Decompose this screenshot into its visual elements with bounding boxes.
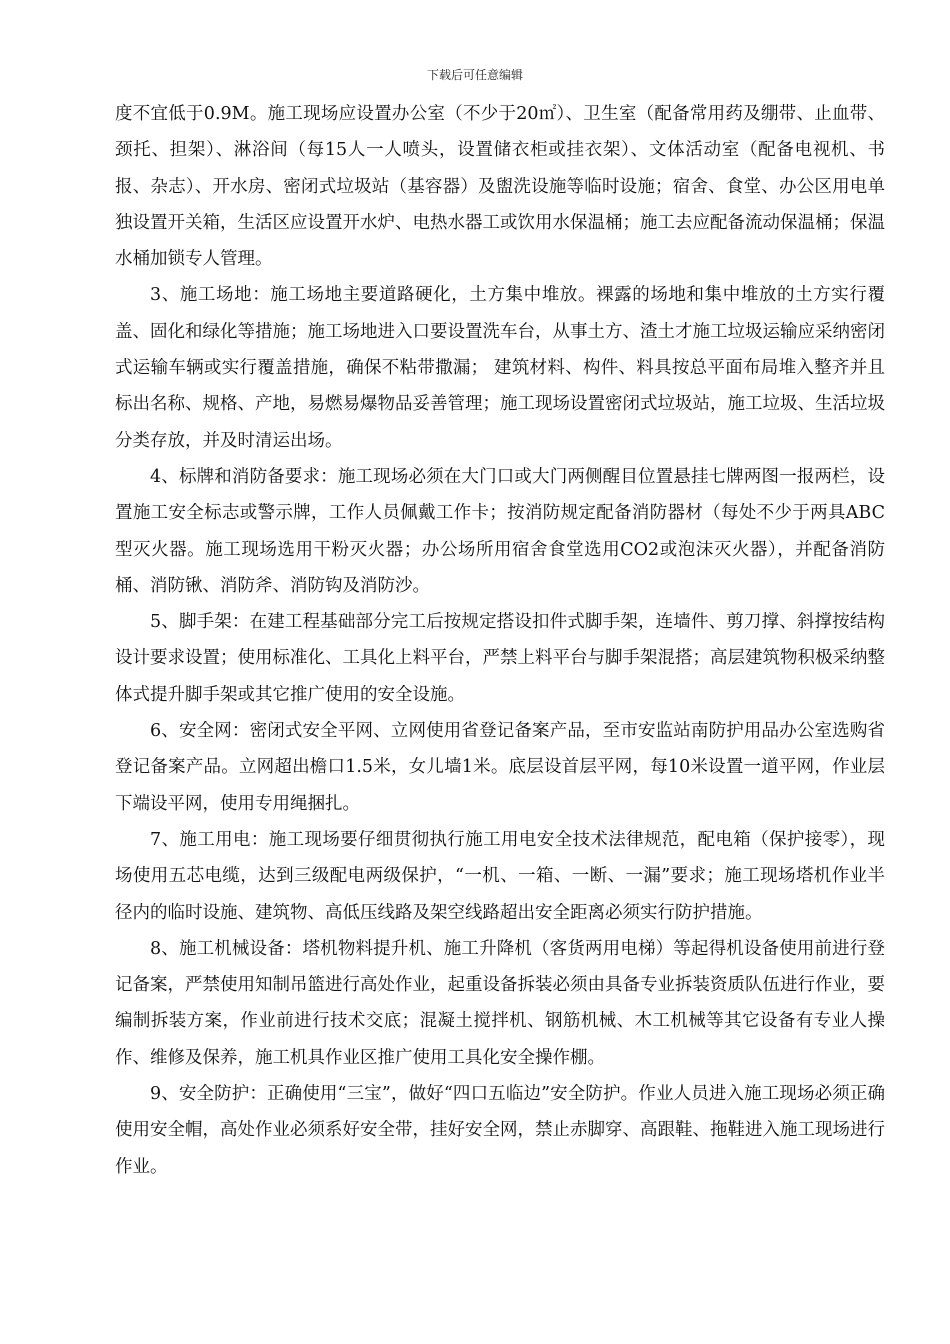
paragraph-scaffolding: 5、脚手架：在建工程基础部分完工后按规定搭设扣件式脚手架，连墙件、剪刀撑、斜撑按结构设计要求设置；使用标准化、工具化上料平台，严禁上料平台与脚手架混搭；高层建筑物积极采纳整体式提升脚手架或其它推广使用的安全设施。 <box>115 612 885 705</box>
page-header: 下载后可任意编辑 <box>426 68 523 82</box>
paragraph-electricity: 7、施工用电：施工现场要仔细贯彻执行施工用电安全技术法律规范，配电箱（保护接零），现场使用五芯电缆，达到三级配电两级保护，“一机、一箱、一断、一漏”要求；施工现场塔机作业半径内的临时设施、建筑物、高低压线路及架空线路超出安全距离必须实行防护措施。 <box>115 829 885 923</box>
paragraph-construction-site: 3、施工场地：施工场地主要道路硬化，土方集中堆放。裸露的场地和集中堆放的土方实行覆盖、固化和绿化等措施；施工场地进入口要设置洗车台，从事土方、渣土才施工垃圾运输应采纳密闭式运输车辆或实行覆盖措施，确保不粘带撒漏； 建筑材料、构件、料具按总平面布局堆入整齐并且标出名称、规格、产地，易燃易爆物品妥善管理；施工现场设置密闭式垃圾站，施工垃圾、生活垃圾分类存放，并及时清运出场。 <box>115 285 885 451</box>
paragraph-machinery: 8、施工机械设备：塔机物料提升机、施工升降机（客货两用电梯）等起得机设备使用前进行登记备案，严禁使用知制吊篮进行高处作业，起重设备拆装必须由具备专业拆装资质队伍进行作业，要编制拆装方案，作业前进行技术交底；混凝土搅拌机、钢筋机械、木工机械等其它设备有专业人操作、维修及保养，施工机具作业区推广使用工具化安全操作棚。 <box>115 938 885 1068</box>
paragraph-safety-net: 6、安全网：密闭式安全平网、立网使用省登记备案产品，至市安监站南防护用品办公室选购省登记备案产品。立网超出檐口1.5米，女儿墙1米。底层设首层平网，每10米设置一道平网，作业层下端设平网，使用专用绳捆扎。 <box>115 721 885 814</box>
paragraph-signage-fire: 4、标牌和消防备要求：施工现场必须在大门口或大门两侧醒目位置悬挂七牌两图一报两栏，设置施工安全标志或警示牌，工作人员佩戴工作卡；按消防规定配备消防器材（每处不少于两具ABC型灭火器。施工现场选用干粉灭火器；办公场所用宿舍食堂选用CO2或泡沫灭火器），并配备消防桶、消防锹、消防斧、消防钩及消防沙。 <box>115 466 885 596</box>
paragraph-safety-protection: 9、安全防护：正确使用“三宝”，做好“四口五临边”安全防护。作业人员进入施工现场必须正确使用安全帽，高处作业必须系好安全带，挂好安全网，禁止赤脚穿、高跟鞋、拖鞋进入施工现场进行作业。 <box>115 1084 885 1177</box>
document-body <box>115 96 885 1185</box>
paragraph-continuation: 度不宜低于0.9M。施工现场应设置办公室（不少于20㎡）、卫生室（配备常用药及绷带、止血带、颈托、担架）、淋浴间（每15人一人喷头，设置储衣柜或挂衣架）、文体活动室（配备电视机、书报、杂志）、开水房、密闭式垃圾站（基容器）及盥洗设施等临时设施；宿舍、食堂、办公区用电单独设置开关箱，生活区应设置开水炉、电热水器工或饮用水保温桶；施工去应配备流动保温桶；保温水桶加锁专人管理。 <box>115 104 885 270</box>
